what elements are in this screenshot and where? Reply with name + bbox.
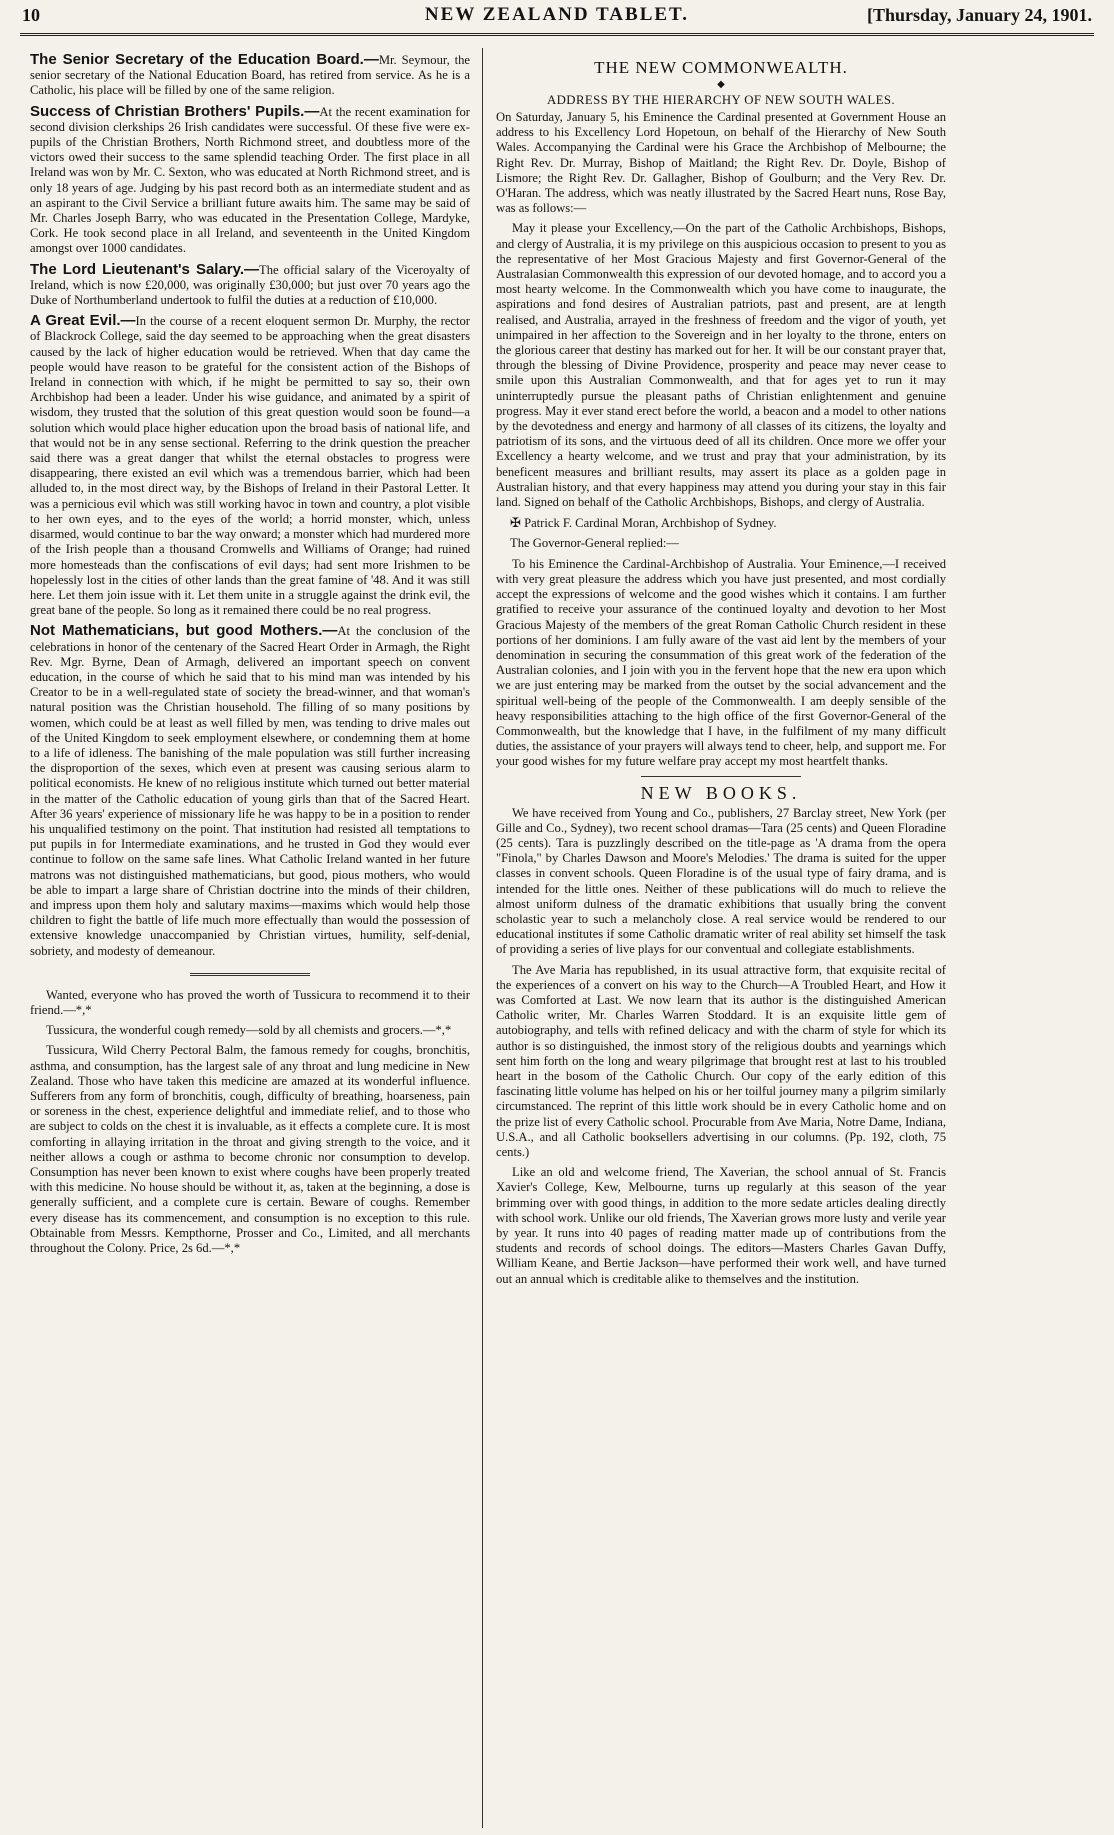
- advert-paragraph: Tussicura, Wild Cherry Pectoral Balm, the famous remedy for coughs, bronchitis, asthma, and consumption, has the largest sale of any throat and lung medicine in New Zealand. Those who have taken this medicine are amazed at its wonderful influence. Sufferers from any form of bronchitis, cough, difficulty of breathing, hoarseness, pain or soreness in the chest, experience delightful and immediate relief, and to those who are subject to colds on the chest it is invaluable, as it effects a complete cure. It is most comforting in allaying irritation in the throat and giving strength to the voice, and it neither allows a cough or asthma to become chronic nor consumption to develop. Consumption has never been known to exist where coughs have been properly treated with this medicine. No house should be without it, as, taken at the beginning, a dose is generally sufficient, and a complete cure is certain. Beware of coughs. Remember every disease has its commencement, and consumption is no exception to this rule. Obtainable from Messrs. Kempthorne, Prosser and Co., Limited, and all merchants throughout the Colony. Price, 2s 6d.—*,*: [30, 1043, 470, 1256]
- section-title-new-books: NEW BOOKS.: [640, 782, 802, 803]
- reply-intro: The Governor-General replied:—: [510, 536, 679, 551]
- tussicura-advert: [30, 988, 470, 1256]
- left-column: [30, 52, 470, 1261]
- reply-text: To his Eminence the Cardinal-Archbishop of Australia. Your Eminence,—I received with very great pleasure the address which you have just presented, and most cordially accept the expressions of welcome and the good wishes which it contains. I am further gratified to receive your assurance of the continued loyalty and devotion to her Most Gracious Majesty of the members of the great Roman Catholic Church resident in these portions of her dominions. I am fully aware of the vast aid lent by the members of your denomination in securing the consummation of this great work of the federation of the Australian colonies, and I join with you in the fervent hope that the new era upon which we are just entering may be marked from the outset by the social advancement and the spiritual well-being of the people of the Commonwealth. I am deeply sensible of the heavy responsibilities attaching to the high office of the first Governor-General of the Commonwealth, but the knowledge that I have, in the fulfilment of my many difficult duties, the assistance of your prayers will always tend to cheer, help, and support me. For your good wishes for my future welfare pray accept my most heartfelt thanks.: [496, 556, 946, 769]
- signature-name: Patrick F. Cardinal Moran, Archbishop of Sydney.: [524, 516, 777, 531]
- article-text: At the recent examination for second division clerkships 26 Irish candidates were successful. Of these five were ex-pupils of the Christian Brothers, North Richmond street, and doubtless more of the victors owed their success to the same splendid teaching Order. The first place in all Ireland was won by Mr. C. Sexton, who was educated at North Richmond street, and is only 18 years of age. Judging by his past record both as an intermediate student and as an aspirant to the Civil Service a brilliant future awaits him. The same may be said of Mr. Charles Joseph Barry, who was educated in the Presentation College, Mardyke, Cork. He took second place in all Ireland, and seventeenth in the United Kingdom amongst over 1000 candidates.: [30, 104, 470, 256]
- section-title-commonwealth: THE NEW COMMONWEALTH.: [594, 58, 848, 77]
- advert-paragraph: Tussicura, the wonderful cough remedy—sold by all chemists and grocers.—*,*: [46, 1023, 452, 1038]
- page-header: [22, 0, 1092, 30]
- right-column: [496, 52, 946, 1292]
- article-lead: A Great Evil.—: [30, 312, 136, 330]
- article-text: At the conclusion of the celebrations in honor of the centenary of the Sacred Heart Order in Armagh, the Right Rev. Mgr. Byrne, Dean of Armagh, delivered an important speech on convent education, in the course of which he said that to his mind man was intended by his Creator to be in a well-regulated state of society the bread-winner, and that woman's natural position was the Christian household. The filling of so many positions by women, which could be at least as well filled by men, was tending to drive males out of the United Kingdom to seek employment elsewhere, or condemning them at home to a life of idleness. The banishing of the male population was still further increasing the disproportion of the sexes, which even at present was causing serious alarm to political economists. He knew of no religious institute which turned out better material in the matter of the Catholic education of young girls than that of the Sacred Heart. After 36 years' experience of missionary life he was happy to be in a position to render his unqualified testimony on the point. That institution had resisted all temptations to put pupils in for Intermediate examinations, and he trusted in God they would ever continue to follow on the same safe lines. What Catholic Ireland wanted in her future matrons was not distinguished mathematicians, but good, pious mothers, who would be able to impart a large share of Christian doctrine into the minds of their children, and impress upon them holy and salutary maxims—maxims which would help those children to fight the battle of life much more effectually than would the possession of extensive knowledge unaccompanied by Christian virtues, humility, self-denial, sobriety, and modesty of demeanour.: [30, 624, 471, 958]
- article-lord-lieutenant: [30, 262, 470, 309]
- article-lead: The Senior Secretary of the Education Board.—: [30, 51, 379, 68]
- book-review: The Ave Maria has republished, in its usual attractive form, that exquisite recital of the experiences of a convert on his way to the Church—A Troubled Heart, and How it was Comforted at Last. We now learn that its author is the distinguished American Catholic writer, Mr. Charles Warren Stoddard. It is an exquisite little gem of autobiography, and tells with refined delicacy and with the charm of style for which its author is so distinguished, the inmost story of the religious doubts and yearnings which sent him forth on the long and weary pilgrimage that brought rest at last to his troubled heart in the bosom of the Catholic Church. Our copy of the early edition of this fascinating little volume has helped on his or her toilful journey many a pilgrim similarly circumstanced. The reprint of this little work should be in every Catholic home and on the prize list of every Catholic school. Procurable from Ave Maria, Notre Dame, Indiana, U.S.A., and all Catholic booksellers advertising in our columns. (Pp. 192, cloth, 75 cents.): [496, 962, 946, 1159]
- section-separator: [641, 776, 801, 777]
- article-text: The official salary of the Viceroyalty of Ireland, which is now £20,000, was originally £30,000; but just over 70 years ago the Duke of Northumberland undertook to fulfil the duties at a reduction of £10,000.: [30, 262, 470, 308]
- article-christian-brothers: [30, 104, 470, 257]
- book-review: Like an old and welcome friend, The Xaverian, the school annual of St. Francis Xavier's College, Kew, Melbourne, turns up regularly at this season of the year brimming over with good things, in addition to the more sedate articles dealing directly with school work. Unlike our old friends, The Xaverian grows more lusty and verile year by year. It runs into 40 pages of reading matter made up of contributions from the students and records of school doings. The editors—Masters Charles Gavan Duffy, William Keane, and Bertie Jackson—have performed their work well, and have turned out an annual which is creditable alike to themselves and the institution.: [496, 1165, 946, 1286]
- article-text: Mr. Seymour, the senior secretary of the National Education Board, has retired from service. As he is a Catholic, his place will be filled by one of the same religion.: [30, 53, 470, 98]
- article-lead: The Lord Lieutenant's Salary.—: [30, 260, 260, 278]
- cross-icon: ✠: [510, 515, 521, 531]
- article-paragraph: On Saturday, January 5, his Eminence the Cardinal presented at Government House an address to his Excellency Lord Hopetoun, on behalf of the Hierarchy of New South Wales. Accompanying the Cardinal were his Grace the Archbishop of Melbourne; the Right Rev. Dr. Murray, Bishop of Maitland; the Right Rev. Dr. Doyle, Bishop of Lismore; the Right Rev. Dr. Gallagher, Bishop of Goulburn; and the Very Rev. Dr. O'Haran. The address, which was neatly illustrated by the Sacred Heart nuns, Rose Bay, was as follows:—: [496, 110, 946, 216]
- address-text: May it please your Excellency,—On the part of the Catholic Archbishops, Bishops, and clergy of Australia, it is my privilege on this auspicious occasion to present to you as the representative of her Most Gracious Majesty and first Governor-General of the Australasian Commonwealth this expression of our devoted homage, and to accord you a most hearty welcome. In the Commonwealth which you have come to inaugurate, the aspirations and fond desires of Australian patriots, past and present, are at length realised, and Australia, arrayed in the freshness of freedom and the vigor of youth, yet unimpaired in her affection to the Sovereign and in her loyalty to the throne, enters on the glorious career that destiny has marked out for her. It will be our constant prayer that, through the blessing of Divine Providence, prosperity and peace may never cease to smile upon this Australian Commonwealth, and that for ages yet to run it may uninterruptedly pursue the pleasant paths of Christian enlightenment and genuine progress. May it ever stand erect before the world, a beacon and a model to other nations by the devotedness and energy and harmony of all classes of its citizens, the loyalty and patriotism of its sons, and the virtuous deed of all its children. Once more we offer your Excellency a hearty welcome, and we trust and pray that your administration, by its beneficent measures and brilliant results, may assert its place as a golden page in Australian history, and that every happiness may attend you during your stay in this fair land. Signed on behalf of the Catholic Archbishops, Bishops, and clergy of Australia.: [496, 221, 946, 510]
- signature-line: [510, 515, 946, 531]
- section-subtitle: ADDRESS BY THE HIERARCHY OF NEW SOUTH WALES.: [547, 93, 895, 107]
- diamond-ornament-icon: ◆: [717, 79, 725, 90]
- book-review: We have received from Young and Co., publishers, 27 Barclay street, New York (per Gille and Co., Sydney), two recent school dramas—Tara (25 cents) and Queen Floradine (25 cents). Tara is puzzlingly described on the title-page as 'A drama from the opera "Finola," by Charles Dawson and Moore's Melodies.' The drama is suited for the upper classes in convent schools. Queen Floradine is of the usual type of fairy drama, and is intended for the little ones. Neither of these publications will do much to relieve the almost uniform dulness of the dramatic exhibitions that usually bring the convent scholastic year to such a melancholy close. A real service would be rendered to our educational institutes if some Catholic dramatic writer of real ability set himself the task of providing a series of live plays for our conventual and collegiate establishments.: [496, 805, 946, 957]
- article-lead: Not Mathematicians, but good Mothers.—: [30, 622, 338, 640]
- article-great-evil: [30, 313, 470, 618]
- column-divider: [482, 48, 483, 1828]
- article-lead: Success of Christian Brothers' Pupils.—: [30, 102, 320, 120]
- article-text: In the course of a recent eloquent sermon Dr. Murphy, the rector of Blackrock College, said the day seemed to be approaching when the great disasters caused by the lack of higher education would be retrieved. When that day came the people would have reason to be grateful for the consistent action of the Bishops of Ireland in connection with which, if he might be permitted to say so, their own Archbishop had been a leader. Under his wise guidance, and animated by a spirit of wisdom, they trusted that the solution of this great question would soon be found—a solution which would place higher education upon the broad basis of national life, and that would not be in any sense sectional. Referring to the drink question the preacher said there was a great danger that whilst the eternal obstacles to progress were disappearing, there existed an evil which was a tremendous barrier, which had been alluded to, in the most direct way, by the Bishops of Ireland in their Pastoral Letter. It was a pernicious evil which was still working havoc in town and country, a plot visible to her own eyes, and to the eyes of the world; a horrid monster, which, unless disarmed, would continue to bar the way onward; a monster which had murdered more of the Irish people than a thousand Cromwells and Williams of Orange; had ruined more homesteads than the confiscations of evil days; had sent more Irishmen to be hopelessly lost in the cities of other lands than the great famine of '48. And it was still here. Let them join issue with it. Let them unite in a struggle against the drink evil, the great bane of the people. So long as it remained there could be no real progress.: [30, 314, 470, 618]
- section-separator: [190, 973, 310, 976]
- page-number: 10: [22, 5, 40, 25]
- publication-title: NEW ZEALAND TABLET.: [424, 4, 690, 25]
- advert-paragraph: Wanted, everyone who has proved the worth of Tussicura to recommend it to their friend.—*,*: [30, 987, 470, 1017]
- article-senior-secretary: [30, 52, 470, 99]
- issue-date: [Thursday, January 24, 1901.: [866, 5, 1092, 25]
- header-rule: [20, 33, 1094, 36]
- article-good-mothers: [30, 623, 470, 958]
